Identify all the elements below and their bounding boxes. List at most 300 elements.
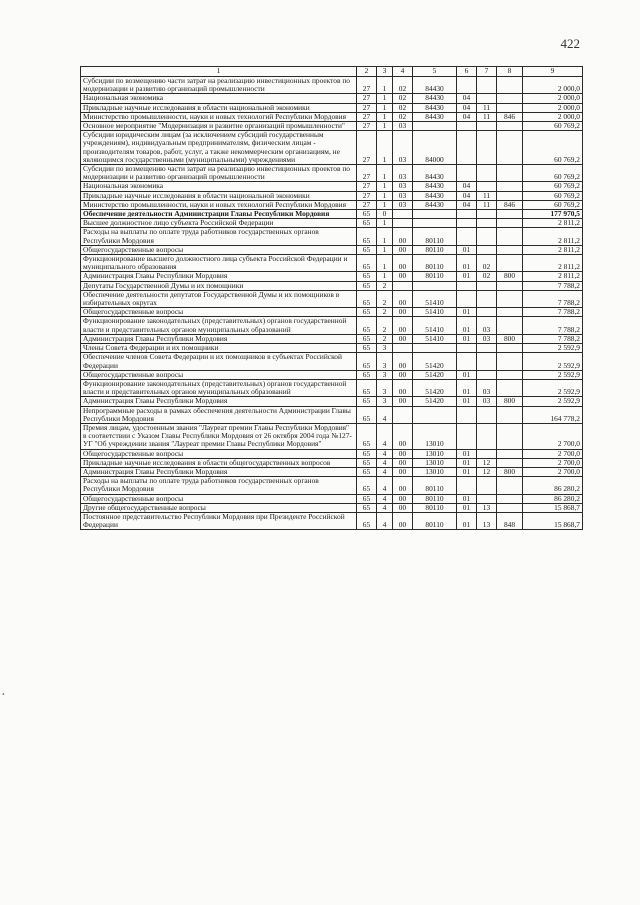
row-code-cell — [497, 503, 523, 512]
row-code-cell — [497, 245, 523, 254]
row-code-cell — [477, 290, 497, 307]
row-code-cell — [477, 219, 497, 228]
row-code-cell: 12 — [477, 467, 497, 476]
table-row — [81, 255, 583, 272]
row-code-cell: 65 — [357, 317, 377, 334]
row-code-cell: 84430 — [413, 94, 457, 103]
row-code-cell: 2 — [377, 281, 393, 290]
row-code-cell — [497, 77, 523, 94]
table-row — [81, 353, 583, 370]
row-code-cell: 00 — [393, 272, 413, 281]
row-code-cell: 13010 — [413, 449, 457, 458]
table-row — [81, 308, 583, 317]
column-header: 4 — [393, 67, 413, 77]
row-name-cell: Администрация Главы Республики Мордовия — [81, 467, 357, 476]
row-code-cell: 4 — [377, 449, 393, 458]
row-name-cell: Министерство промышленности, науки и новых технологий Республики Мордовия — [81, 200, 357, 209]
row-code-cell: 800 — [497, 334, 523, 343]
row-code-cell — [497, 191, 523, 200]
row-name-cell: Общегосударственные вопросы — [81, 449, 357, 458]
row-code-cell — [413, 406, 457, 423]
row-code-cell: 3 — [377, 397, 393, 406]
row-code-cell — [413, 122, 457, 131]
row-code-cell: 1 — [377, 103, 393, 112]
row-code-cell: 1 — [377, 219, 393, 228]
row-name-cell: Расходы на выплаты по оплате труда работников государственных органов Республики Мордовия — [81, 477, 357, 494]
table-row — [81, 406, 583, 423]
row-code-cell — [477, 182, 497, 191]
row-code-cell: 01 — [457, 449, 477, 458]
row-sum-cell: 2 811,2 — [523, 255, 583, 272]
row-code-cell: 27 — [357, 182, 377, 191]
row-code-cell: 00 — [393, 334, 413, 343]
row-code-cell — [497, 165, 523, 182]
row-sum-cell: 2 592,9 — [523, 379, 583, 396]
table-row — [81, 503, 583, 512]
row-code-cell: 84430 — [413, 103, 457, 112]
table-row — [81, 467, 583, 476]
row-code-cell: 02 — [477, 255, 497, 272]
column-header: 8 — [497, 67, 523, 77]
row-code-cell: 00 — [393, 245, 413, 254]
row-code-cell: 1 — [377, 122, 393, 131]
table-row — [81, 77, 583, 94]
row-sum-cell: 86 280,2 — [523, 477, 583, 494]
row-code-cell — [477, 245, 497, 254]
row-code-cell: 65 — [357, 228, 377, 245]
table-row — [81, 397, 583, 406]
row-code-cell: 01 — [457, 503, 477, 512]
row-name-cell: Национальная экономика — [81, 182, 357, 191]
row-code-cell — [457, 281, 477, 290]
row-code-cell — [477, 122, 497, 131]
row-code-cell: 65 — [357, 210, 377, 219]
row-code-cell: 01 — [457, 494, 477, 503]
row-code-cell: 02 — [393, 94, 413, 103]
row-sum-cell: 2 700,0 — [523, 458, 583, 467]
row-code-cell — [457, 210, 477, 219]
table-row — [81, 210, 583, 219]
table-row — [81, 281, 583, 290]
row-sum-cell: 2 700,0 — [523, 449, 583, 458]
row-code-cell: 846 — [497, 112, 523, 121]
row-sum-cell: 86 280,2 — [523, 494, 583, 503]
row-code-cell: 51410 — [413, 290, 457, 307]
row-code-cell — [477, 131, 497, 165]
table-row — [81, 334, 583, 343]
row-code-cell — [497, 406, 523, 423]
row-code-cell: 03 — [477, 379, 497, 396]
row-name-cell: Члены Совета Федерации и их помощники — [81, 344, 357, 353]
row-code-cell — [457, 165, 477, 182]
row-name-cell: Субсидии по возмещению части затрат на реализацию инвестиционных проектов по модернизации и развитию организаций промышленности — [81, 77, 357, 94]
row-code-cell — [477, 406, 497, 423]
row-code-cell: 84430 — [413, 182, 457, 191]
row-code-cell: 01 — [457, 272, 477, 281]
row-code-cell: 02 — [393, 103, 413, 112]
row-name-cell: Прикладные научные исследования в области общегосударственных вопросов — [81, 458, 357, 467]
table-row — [81, 290, 583, 307]
table-row — [81, 344, 583, 353]
row-code-cell: 12 — [477, 458, 497, 467]
row-code-cell — [497, 477, 523, 494]
row-code-cell — [393, 344, 413, 353]
row-sum-cell: 2 592,9 — [523, 353, 583, 370]
row-code-cell — [393, 406, 413, 423]
row-code-cell: 2 — [377, 317, 393, 334]
row-name-cell: Обеспечение членов Совета Федерации и их помощников в субъектах Российской Федерации — [81, 353, 357, 370]
row-code-cell: 00 — [393, 397, 413, 406]
row-code-cell: 27 — [357, 112, 377, 121]
table-row — [81, 122, 583, 131]
row-code-cell: 27 — [357, 200, 377, 209]
table-row — [81, 370, 583, 379]
row-code-cell: 80110 — [413, 512, 457, 529]
row-name-cell: Субсидии юридическим лицам (за исключением субсидий государственным учреждениям), индивидуальным предпринимателям, физическим лицам - производителям товаров, работ, услуг, а также некоммерческим организациям, не являющимся государственными (муниципальными) учреждениями — [81, 131, 357, 165]
row-code-cell: 80110 — [413, 228, 457, 245]
row-code-cell: 03 — [393, 200, 413, 209]
row-code-cell — [457, 122, 477, 131]
row-code-cell: 03 — [393, 131, 413, 165]
row-code-cell — [497, 281, 523, 290]
row-code-cell: 846 — [497, 200, 523, 209]
row-code-cell — [477, 77, 497, 94]
row-code-cell: 800 — [497, 397, 523, 406]
row-code-cell: 4 — [377, 512, 393, 529]
table-body — [81, 77, 583, 530]
row-code-cell: 13010 — [413, 423, 457, 449]
row-code-cell: 65 — [357, 467, 377, 476]
row-code-cell: 27 — [357, 122, 377, 131]
table-row — [81, 228, 583, 245]
row-sum-cell: 2 700,0 — [523, 467, 583, 476]
row-code-cell: 01 — [457, 458, 477, 467]
row-code-cell — [477, 281, 497, 290]
row-code-cell: 84000 — [413, 131, 457, 165]
table-row — [81, 458, 583, 467]
row-code-cell: 1 — [377, 272, 393, 281]
table-row — [81, 191, 583, 200]
row-code-cell: 3 — [377, 370, 393, 379]
table-row — [81, 103, 583, 112]
table-row — [81, 94, 583, 103]
row-code-cell: 2 — [377, 308, 393, 317]
row-code-cell: 00 — [393, 467, 413, 476]
row-code-cell: 03 — [393, 122, 413, 131]
row-code-cell: 84430 — [413, 112, 457, 121]
row-code-cell: 01 — [457, 317, 477, 334]
row-code-cell: 27 — [357, 191, 377, 200]
row-sum-cell: 60 769,2 — [523, 200, 583, 209]
row-code-cell: 27 — [357, 165, 377, 182]
row-code-cell: 00 — [393, 228, 413, 245]
row-name-cell: Общегосударственные вопросы — [81, 370, 357, 379]
table-row — [81, 272, 583, 281]
row-name-cell: Обеспечение деятельности депутатов Государственной Думы и их помощников в избирательных округах — [81, 290, 357, 307]
row-code-cell: 00 — [393, 494, 413, 503]
table-row — [81, 423, 583, 449]
row-code-cell: 1 — [377, 131, 393, 165]
row-code-cell: 51410 — [413, 334, 457, 343]
scan-artifact: • — [2, 690, 5, 699]
row-code-cell — [497, 210, 523, 219]
row-code-cell: 65 — [357, 406, 377, 423]
row-code-cell: 03 — [393, 191, 413, 200]
row-code-cell — [393, 210, 413, 219]
row-name-cell: Обеспечение деятельности Администрации Главы Республики Мордовия — [81, 210, 357, 219]
row-code-cell: 1 — [377, 77, 393, 94]
row-sum-cell: 7 788,2 — [523, 290, 583, 307]
row-code-cell: 27 — [357, 94, 377, 103]
row-name-cell: Функционирование законодательных (представительных) органов государственной власти и представительных органов муниципальных образований — [81, 317, 357, 334]
row-sum-cell: 7 788,2 — [523, 317, 583, 334]
row-name-cell: Общегосударственные вопросы — [81, 245, 357, 254]
row-name-cell: Администрация Главы Республики Мордовия — [81, 272, 357, 281]
row-code-cell: 03 — [477, 334, 497, 343]
table-row — [81, 449, 583, 458]
row-code-cell: 27 — [357, 103, 377, 112]
row-code-cell — [413, 281, 457, 290]
row-code-cell: 3 — [377, 379, 393, 396]
column-header: 6 — [457, 67, 477, 77]
row-code-cell — [497, 94, 523, 103]
column-header: 1 — [81, 67, 357, 77]
row-code-cell: 65 — [357, 290, 377, 307]
row-sum-cell: 2 811,2 — [523, 219, 583, 228]
table-row — [81, 494, 583, 503]
row-code-cell — [497, 494, 523, 503]
table-row — [81, 131, 583, 165]
row-code-cell — [477, 449, 497, 458]
row-name-cell: Постоянное представительство Республики Мордовия при Президенте Российской Федерации — [81, 512, 357, 529]
row-code-cell — [457, 353, 477, 370]
row-code-cell — [497, 353, 523, 370]
row-code-cell — [413, 344, 457, 353]
row-sum-cell: 7 788,2 — [523, 308, 583, 317]
row-name-cell: Национальная экономика — [81, 94, 357, 103]
column-header: 7 — [477, 67, 497, 77]
table-row — [81, 245, 583, 254]
row-code-cell: 65 — [357, 503, 377, 512]
row-code-cell — [497, 131, 523, 165]
row-code-cell — [477, 477, 497, 494]
row-sum-cell: 2 000,0 — [523, 103, 583, 112]
row-code-cell: 1 — [377, 191, 393, 200]
row-code-cell — [477, 423, 497, 449]
row-name-cell: Депутаты Государственной Думы и их помощники — [81, 281, 357, 290]
row-code-cell — [457, 131, 477, 165]
table-row — [81, 317, 583, 334]
row-sum-cell: 2 592,9 — [523, 344, 583, 353]
table-row — [81, 379, 583, 396]
row-code-cell — [497, 290, 523, 307]
row-code-cell: 04 — [457, 200, 477, 209]
row-name-cell: Функционирование высшего должностного лица субъекта Российской Федерации и муниципального образования — [81, 255, 357, 272]
row-code-cell: 27 — [357, 131, 377, 165]
row-code-cell: 2 — [377, 334, 393, 343]
row-code-cell: 84430 — [413, 165, 457, 182]
row-code-cell: 0 — [377, 210, 393, 219]
row-sum-cell: 7 788,2 — [523, 281, 583, 290]
row-code-cell: 03 — [477, 397, 497, 406]
row-code-cell: 04 — [457, 182, 477, 191]
row-code-cell: 51410 — [413, 308, 457, 317]
row-code-cell: 65 — [357, 512, 377, 529]
row-name-cell: Основное мероприятие "Модернизация и развитие организаций промышленности" — [81, 122, 357, 131]
row-sum-cell: 60 769,2 — [523, 122, 583, 131]
row-name-cell: Премия лицам, удостоенным звания "Лауреат премии Главы Республики Мордовия" в соответствии с Указом Главы Республики Мордовия от 26 октября 2004 года №127-УГ "Об учреждении звания "Лауреат премии Главы Республики Мордовия" — [81, 423, 357, 449]
row-code-cell: 4 — [377, 458, 393, 467]
table-row — [81, 182, 583, 191]
row-code-cell: 01 — [457, 467, 477, 476]
row-code-cell — [497, 255, 523, 272]
table-row — [81, 165, 583, 182]
row-code-cell: 80110 — [413, 272, 457, 281]
row-code-cell — [457, 477, 477, 494]
row-sum-cell: 60 769,2 — [523, 131, 583, 165]
row-name-cell: Прикладные научные исследования в области национальной экономики — [81, 191, 357, 200]
row-sum-cell: 15 868,7 — [523, 503, 583, 512]
table-row — [81, 219, 583, 228]
row-code-cell: 3 — [377, 353, 393, 370]
row-code-cell: 51420 — [413, 397, 457, 406]
row-name-cell: Высшее должностное лицо субъекта Российской Федерации — [81, 219, 357, 228]
row-code-cell: 04 — [457, 191, 477, 200]
row-name-cell: Субсидии по возмещению части затрат на реализацию инвестиционных проектов по модернизации и развитию организаций промышленности — [81, 165, 357, 182]
row-code-cell: 51420 — [413, 379, 457, 396]
row-code-cell: 1 — [377, 94, 393, 103]
row-code-cell: 00 — [393, 308, 413, 317]
row-code-cell — [477, 308, 497, 317]
row-code-cell: 84430 — [413, 191, 457, 200]
row-code-cell: 00 — [393, 458, 413, 467]
row-sum-cell: 2 700,0 — [523, 423, 583, 449]
row-code-cell: 4 — [377, 423, 393, 449]
row-code-cell — [497, 317, 523, 334]
row-code-cell — [477, 210, 497, 219]
row-code-cell — [457, 219, 477, 228]
row-code-cell: 65 — [357, 494, 377, 503]
row-code-cell — [413, 219, 457, 228]
row-name-cell: Другие общегосударственные вопросы — [81, 503, 357, 512]
row-code-cell: 01 — [457, 334, 477, 343]
row-code-cell — [497, 370, 523, 379]
row-code-cell: 65 — [357, 379, 377, 396]
row-code-cell — [497, 228, 523, 245]
row-name-cell: Функционирование законодательных (представительных) органов государственной власти и представительных органов муниципальных образований — [81, 379, 357, 396]
row-code-cell: 51410 — [413, 317, 457, 334]
row-code-cell — [457, 290, 477, 307]
row-code-cell: 80110 — [413, 477, 457, 494]
row-code-cell — [477, 344, 497, 353]
row-code-cell: 13010 — [413, 458, 457, 467]
row-code-cell: 4 — [377, 467, 393, 476]
table-row — [81, 477, 583, 494]
row-code-cell: 80110 — [413, 494, 457, 503]
row-sum-cell: 2 592,9 — [523, 370, 583, 379]
column-header: 5 — [413, 67, 457, 77]
row-code-cell: 1 — [377, 245, 393, 254]
column-header: 3 — [377, 67, 393, 77]
row-code-cell: 00 — [393, 503, 413, 512]
row-code-cell: 65 — [357, 245, 377, 254]
row-code-cell — [477, 228, 497, 245]
row-code-cell: 01 — [457, 397, 477, 406]
page-number: 422 — [560, 36, 580, 51]
row-name-cell: Прикладные научные исследования в области национальной экономики — [81, 103, 357, 112]
row-sum-cell: 2 000,0 — [523, 94, 583, 103]
row-code-cell: 65 — [357, 423, 377, 449]
row-code-cell: 4 — [377, 477, 393, 494]
row-code-cell: 13010 — [413, 467, 457, 476]
row-code-cell — [477, 353, 497, 370]
row-sum-cell: 164 778,2 — [523, 406, 583, 423]
row-code-cell — [477, 165, 497, 182]
column-header: 9 — [523, 67, 583, 77]
row-sum-cell: 2 811,2 — [523, 228, 583, 245]
row-code-cell — [497, 103, 523, 112]
row-code-cell: 00 — [393, 512, 413, 529]
row-code-cell: 03 — [477, 317, 497, 334]
row-code-cell: 800 — [497, 272, 523, 281]
row-code-cell — [497, 219, 523, 228]
row-code-cell — [497, 449, 523, 458]
row-code-cell: 65 — [357, 477, 377, 494]
row-code-cell — [497, 379, 523, 396]
row-code-cell: 11 — [477, 103, 497, 112]
row-name-cell: Расходы на выплаты по оплате труда работников государственных органов Республики Мордовия — [81, 228, 357, 245]
row-code-cell: 27 — [357, 77, 377, 94]
row-code-cell: 84430 — [413, 77, 457, 94]
row-code-cell — [457, 406, 477, 423]
table-row — [81, 200, 583, 209]
row-sum-cell: 60 769,2 — [523, 165, 583, 182]
row-sum-cell: 2 000,0 — [523, 77, 583, 94]
row-code-cell: 00 — [393, 370, 413, 379]
row-code-cell: 11 — [477, 191, 497, 200]
row-name-cell: Непрограммные расходы в рамках обеспечения деятельности Администрации Главы Республики Мордовия — [81, 406, 357, 423]
row-code-cell: 65 — [357, 255, 377, 272]
table-row — [81, 512, 583, 529]
row-code-cell: 01 — [457, 308, 477, 317]
row-code-cell: 65 — [357, 353, 377, 370]
row-code-cell — [497, 344, 523, 353]
row-sum-cell: 2 592,9 — [523, 397, 583, 406]
row-code-cell: 1 — [377, 228, 393, 245]
row-code-cell: 01 — [457, 370, 477, 379]
row-code-cell: 11 — [477, 112, 497, 121]
row-code-cell: 04 — [457, 94, 477, 103]
row-name-cell: Общегосударственные вопросы — [81, 494, 357, 503]
row-code-cell: 65 — [357, 334, 377, 343]
row-code-cell: 80110 — [413, 503, 457, 512]
row-code-cell — [413, 210, 457, 219]
row-sum-cell: 60 769,2 — [523, 182, 583, 191]
row-code-cell: 00 — [393, 449, 413, 458]
row-code-cell: 4 — [377, 503, 393, 512]
row-code-cell: 00 — [393, 379, 413, 396]
row-code-cell — [477, 494, 497, 503]
row-code-cell: 1 — [377, 200, 393, 209]
row-code-cell: 11 — [477, 200, 497, 209]
row-name-cell: Министерство промышленности, науки и новых технологий Республики Мордовия — [81, 112, 357, 121]
row-code-cell: 80110 — [413, 245, 457, 254]
row-code-cell: 02 — [393, 112, 413, 121]
row-code-cell: 01 — [457, 512, 477, 529]
row-code-cell — [497, 122, 523, 131]
row-code-cell: 03 — [393, 182, 413, 191]
row-code-cell: 65 — [357, 281, 377, 290]
